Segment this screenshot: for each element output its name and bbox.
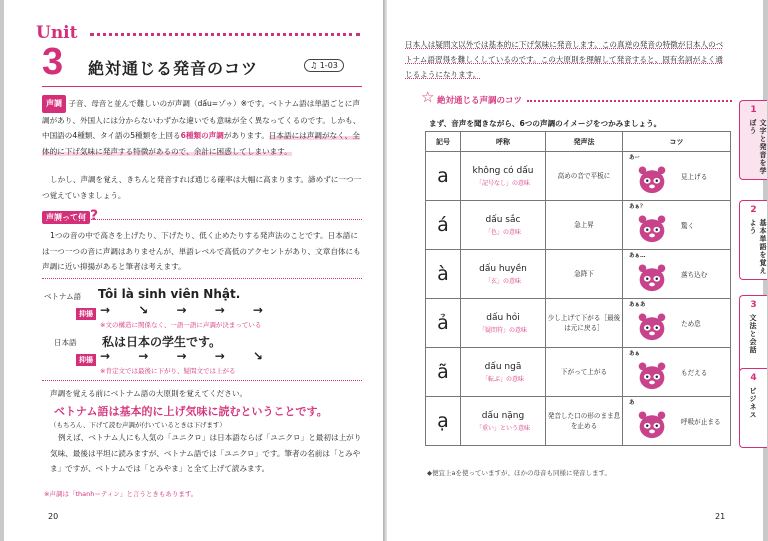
tone-meaning: 「転ぶ」の意味	[481, 375, 524, 383]
header-symbol: 記号	[426, 132, 461, 152]
right-footnote: ◆便宜上aを使っていますが、ほかの母音も同様に発音します。	[427, 469, 611, 477]
tone-meaning: 「玄」の意味	[484, 277, 521, 285]
tone-how: 下がって上がる	[546, 348, 623, 397]
tone-table	[425, 131, 731, 446]
paragraph-2: しかし、声調を覚え、きちんと発音すれば通じる確率は大幅に高まります。諦めずに一つ一つ覚えていきましょう。	[42, 175, 362, 200]
tone-tip-cell	[623, 201, 731, 250]
unit-dotted-line	[90, 33, 360, 36]
tone-tip: 呼吸が止まる	[681, 418, 721, 426]
intro-paragraph: 声調 子音、母音と並んで難しいのが声調（dấu=ゾゥ）※です。ベトナム語は単語ごとに声調があり、外国人には分からないわずかな違いでも意味が全く異なってくるのです。しかも、中国語の4種類、タイ語の5種類を上回る6種類の声調があります。日本語には声調がなく、全体的に下げ気味に発声する特徴があるので、余計に困惑してしまいます。	[42, 95, 362, 159]
chapter-tab-2[interactable]: 2 基本単語を覚えよう	[739, 200, 767, 280]
tone-tip: 見上げる	[681, 173, 708, 181]
tone-tip-cell	[623, 397, 731, 446]
speech-bubble: あー	[629, 155, 641, 161]
raccoon-mascot-icon	[633, 402, 671, 440]
question-mark-icon: ?	[90, 208, 99, 224]
question-tag: 声調って何 ?	[42, 205, 98, 224]
tone-name-cell	[461, 201, 546, 250]
tone-row	[426, 299, 731, 348]
tone-tip: 落ち込む	[681, 271, 708, 279]
tone-tip: 驚く	[681, 222, 695, 230]
tone-symbol: ả	[426, 299, 461, 348]
title-underline	[42, 86, 362, 87]
intonation-mark: 抑揚	[76, 308, 96, 320]
raccoon-mascot-icon	[633, 353, 671, 391]
tone-how: 高めの音で平板に	[546, 152, 623, 201]
right-page	[387, 0, 763, 541]
page-number-right: 21	[715, 512, 726, 521]
japanese-label: 日本語	[54, 338, 77, 347]
tone-tip-cell	[623, 152, 731, 201]
tone-how: 少し上げて下がる［最後は元に戻る］	[546, 299, 623, 348]
paragraph-4: 声調を覚える前にベトナム語の大原則を覚えてください。	[50, 389, 248, 398]
speech-bubble: あぁあ	[629, 302, 646, 308]
tone-meaning: 「重い」という意味	[475, 424, 530, 432]
paragraph-5: 例えば、ベトナム人にも人気の「ユニクロ」は日本語ならば「ユニクロ」と最初は上がり気味、最後は平坦に読みますが、ベトナム語では「ユニクロ」です。筆者の名前は「とみやま」ですが、ベトナムでは「とみやま」と全て上げて読みます。	[50, 433, 362, 473]
page-number-left: 20	[48, 512, 59, 521]
tone-meaning: 「疑問符」の意味	[478, 326, 527, 334]
tone-row	[426, 397, 731, 446]
tone-name: dấu ngã	[484, 361, 522, 372]
header-how: 発声法	[546, 132, 623, 152]
tone-tag: 声調	[42, 95, 66, 113]
tone-name-cell	[461, 250, 546, 299]
tone-tip-cell	[623, 299, 731, 348]
table-lead: まず、音声を聞きながら、6つの声調のイメージをつかみましょう。	[429, 119, 662, 128]
right-intro: 日本人は疑問文以外では基本的に下げ気味に発音します。この真逆の発音の特徴が日本人のベトナム語習得を難しくしているのです。この大原則を理解して発音すると、固有名詞がよく通じるようになります。	[405, 40, 724, 79]
vietnamese-example: Tôi là sinh viên Nhật.	[98, 287, 241, 301]
core-rule: ベトナム語は基本的に上げ気味に読むということです。	[54, 405, 328, 418]
raccoon-mascot-icon	[633, 206, 671, 244]
intonation-arrows-ja: → → → → ↘	[100, 349, 275, 363]
section-title: 絶対通じる声調のコツ	[437, 96, 523, 106]
section-rule	[42, 219, 362, 220]
tone-meaning: 「記号なし」の意味	[475, 179, 530, 187]
vietnamese-label: ベトナム語	[44, 292, 82, 301]
tone-name-cell	[461, 299, 546, 348]
example-rule-top	[42, 278, 362, 279]
section-dotted-line	[527, 100, 732, 102]
tone-symbol: à	[426, 250, 461, 299]
speech-bubble: あぁ…	[629, 253, 646, 259]
tone-how: 急降下	[546, 250, 623, 299]
tone-name: dấu huyền	[479, 263, 527, 274]
tone-name: không có dấu	[472, 165, 534, 176]
unit-word: Unit	[36, 23, 78, 43]
track-number: 1-03	[319, 61, 338, 70]
header-tip: コツ	[623, 132, 731, 152]
vietnamese-note: ※文の構造に関係なく、一語一語に声調が決まっている	[100, 321, 262, 329]
tone-symbol: a	[426, 152, 461, 201]
star-icon: ☆	[421, 88, 435, 106]
page-title: 絶対通じる発音のコツ	[88, 59, 259, 78]
example-rule-bottom	[42, 380, 362, 381]
tone-how: 発音した口の形のまま息を止める	[546, 397, 623, 446]
tone-tip: もだえる	[681, 369, 708, 377]
left-footnote: ※声調は「thanh＝ティン」と言うときもあります。	[44, 490, 198, 498]
tone-name: dấu sắc	[485, 214, 521, 225]
speech-bubble: あぁ	[629, 351, 640, 357]
raccoon-mascot-icon	[633, 304, 671, 342]
chapter-tab-1[interactable]: 1 文字と発音を学ぼう	[739, 100, 767, 180]
tone-name: dấu nặng	[481, 410, 525, 421]
intonation-mark-2: 抑揚	[76, 354, 96, 366]
tone-symbol: ạ	[426, 397, 461, 446]
tone-name-cell	[461, 152, 546, 201]
table-header-row	[426, 132, 731, 152]
intonation-arrows-vn: → ↘ → → →	[100, 303, 275, 317]
tone-symbol: ã	[426, 348, 461, 397]
tone-row	[426, 152, 731, 201]
tone-meaning: 「色」の意味	[484, 228, 521, 236]
tone-row	[426, 250, 731, 299]
tone-name-cell	[461, 397, 546, 446]
raccoon-mascot-icon	[633, 255, 671, 293]
raccoon-mascot-icon	[633, 157, 671, 195]
paragraph-3: 1つの音の中で高さを上げたり、下げたり、低く止めたりする発声法のことです。日本語には一つ一つの音に声調はありませんが、単語レベルで高低のアクセントがあり、文章自体にも声調に近い抑揚があると筆者は考えます。	[42, 231, 361, 271]
chapter-tab-4[interactable]: 4 ビジネス	[739, 368, 767, 448]
tone-name-cell	[461, 348, 546, 397]
japanese-example: 私は日本の学生です。	[102, 335, 222, 349]
speech-bubble: あぁ？	[629, 204, 646, 210]
unit-number: 3	[42, 41, 64, 83]
tone-row	[426, 201, 731, 250]
japanese-note: ※肯定文では最後に下がり、疑問文では上がる	[100, 367, 236, 375]
left-page	[4, 0, 383, 541]
chapter-tab-3[interactable]: 3 文法と会話	[739, 295, 767, 375]
tone-tip: ため息	[681, 320, 701, 328]
tone-tip-cell	[623, 250, 731, 299]
tone-symbol: á	[426, 201, 461, 250]
header-name: 呼称	[461, 132, 546, 152]
audio-track-badge[interactable]	[304, 59, 344, 72]
tone-tip-cell	[623, 348, 731, 397]
tone-row	[426, 348, 731, 397]
tone-how: 急上昇	[546, 201, 623, 250]
speech-bubble: あ	[629, 400, 635, 406]
tone-name: dấu hỏi	[486, 312, 520, 323]
core-rule-note: （もちろん、下げて読む声調が付いているときは下げます）	[50, 421, 226, 429]
headphone-icon: ♫	[310, 61, 320, 70]
